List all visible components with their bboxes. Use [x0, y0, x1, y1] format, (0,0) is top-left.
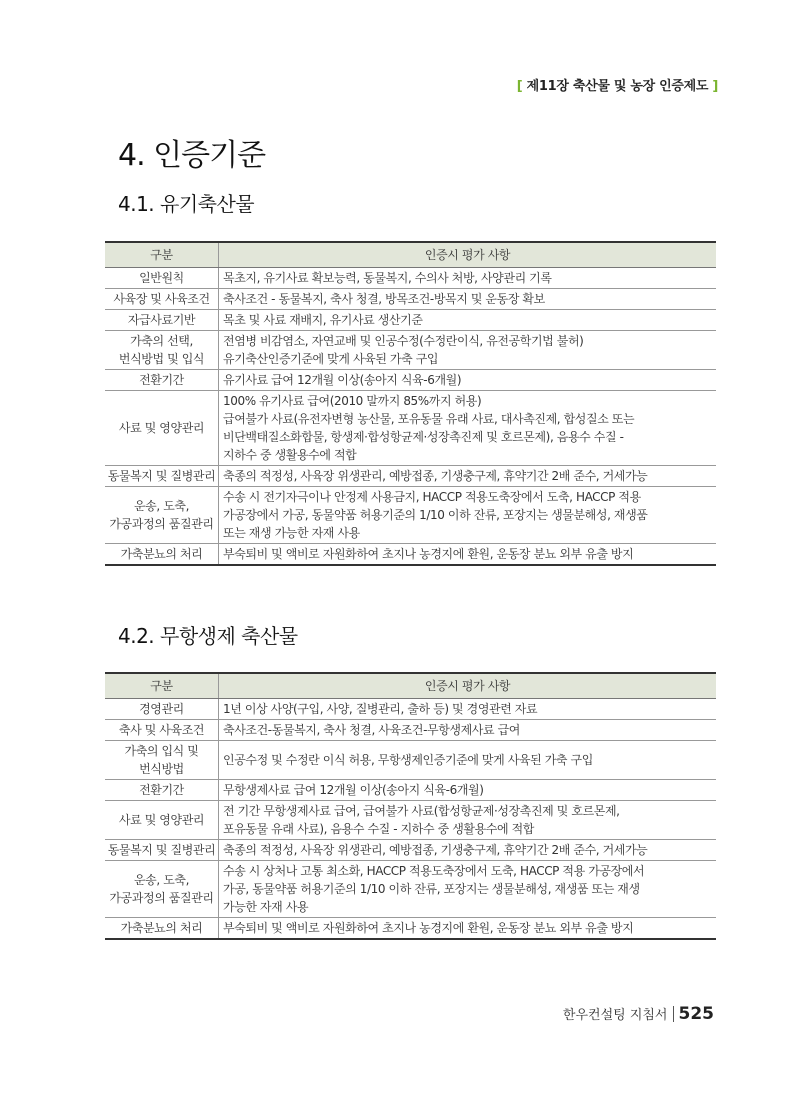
table-header-row [105, 242, 716, 268]
table-row [105, 391, 716, 466]
category-cell: 가축의 입식 및 번식방법 [105, 741, 219, 780]
criteria-cell: 전염병 비감염소, 자연교배 및 인공수정(수정란이식, 유전공학기법 불허) 유기축산인증기준에 맞게 사육된 가축 구입 [219, 331, 717, 370]
category-cell: 경영관리 [105, 699, 219, 720]
column-header-criteria: 인증시 평가 사항 [219, 673, 717, 699]
category-cell: 운송, 도축, 가공과정의 품질관리 [105, 861, 219, 918]
criteria-cell: 축종의 적정성, 사육장 위생관리, 예방접종, 기생충구제, 휴약기간 2배 준수, 거세가능 [219, 840, 717, 861]
category-cell: 가축분뇨의 처리 [105, 544, 219, 566]
category-cell: 동물복지 및 질병관리 [105, 840, 219, 861]
table-row [105, 268, 716, 289]
section-heading-organic: 4.1. 유기축산물 [118, 192, 255, 216]
table-row [105, 741, 716, 780]
table-row [105, 861, 716, 918]
criteria-cell: 100% 유기사료 급여(2010 말까지 85%까지 허용) 급여불가 사료(유전자변형 농산물, 포유동물 유래 사료, 대사촉진제, 합성질소 또는 비단백태질소화합물, 항생제·합성항균제·성장촉진제 및 호르몬제), 음용수 수질 - 지하수 중 생활용수에 적합 [219, 391, 717, 466]
criteria-cell: 축종의 적정성, 사육장 위생관리, 예방접종, 기생충구제, 휴약기간 2배 준수, 거세가능 [219, 466, 717, 487]
category-cell: 일반원칙 [105, 268, 219, 289]
table-row [105, 466, 716, 487]
chapter-title: 제11장 축산물 및 농장 인증제도 [526, 79, 709, 94]
bracket-right-icon: ] [712, 79, 718, 94]
chapter-header [517, 75, 718, 94]
page-footer [563, 1004, 714, 1024]
book-title: 한우컨설팅 지침서 [562, 1008, 668, 1023]
table-row [105, 310, 716, 331]
criteria-cell: 수송 시 전기자극이나 안정제 사용금지, HACCP 적용도축장에서 도축, HACCP 적용 가공장에서 가공, 동물약품 허용기준의 1/10 이하 잔류, 포장지는 생물분해성, 재생품 또는 재생 가능한 자재 사용 [219, 487, 717, 544]
criteria-cell: 인공수정 및 수정란 이식 허용, 무항생제인증기준에 맞게 사육된 가축 구입 [219, 741, 717, 780]
column-header-criteria: 인증시 평가 사항 [219, 242, 717, 268]
criteria-cell: 수송 시 상처나 고통 최소화, HACCP 적용도축장에서 도축, HACCP 적용 가공장에서 가공, 동물약품 허용기준의 1/10 이하 잔류, 포장지는 생물분해성, 재생품 또는 재생 가능한 자재 사용 [219, 861, 717, 918]
table-row [105, 780, 716, 801]
category-cell: 자급사료기반 [105, 310, 219, 331]
table-row [105, 331, 716, 370]
table-row [105, 699, 716, 720]
table-row [105, 370, 716, 391]
category-cell: 전환기간 [105, 780, 219, 801]
criteria-cell: 유기사료 급여 12개월 이상(송아지 식육-6개월) [219, 370, 717, 391]
criteria-cell: 축사조건-동물복지, 축사 청결, 사육조건-무항생제사료 급여 [219, 720, 717, 741]
criteria-cell: 전 기간 무항생제사료 급여, 급여불가 사료(합성항균제·성장촉진제 및 호르몬제, 포유동물 유래 사료), 음용수 수질 - 지하수 중 생활용수에 적합 [219, 801, 717, 840]
table-antibiotic-free [105, 672, 716, 940]
criteria-cell: 목초 및 사료 재배지, 유기사료 생산기준 [219, 310, 717, 331]
page-number: 525 [678, 1004, 714, 1024]
criteria-cell: 부숙퇴비 및 액비로 자원화하여 초지나 농경지에 환원, 운동장 분뇨 외부 유출 방지 [219, 544, 717, 566]
table-row [105, 801, 716, 840]
section-heading-antibiotic-free: 4.2. 무항생제 축산물 [118, 624, 298, 648]
column-header-category: 구분 [105, 242, 219, 268]
category-cell: 가축분뇨의 처리 [105, 918, 219, 940]
criteria-cell: 축사조건 - 동물복지, 축사 청결, 방목조건-방목지 및 운동장 확보 [219, 289, 717, 310]
table-header-row [105, 673, 716, 699]
table-row [105, 840, 716, 861]
table-row [105, 918, 716, 940]
bracket-left-icon: [ [516, 79, 523, 94]
category-cell: 가축의 선택, 번식방법 및 입식 [105, 331, 219, 370]
category-cell: 사료 및 영양관리 [105, 801, 219, 840]
table-organic [105, 241, 716, 566]
category-cell: 운송, 도축, 가공과정의 품질관리 [105, 487, 219, 544]
table-row [105, 544, 716, 566]
category-cell: 전환기간 [105, 370, 219, 391]
table-row [105, 289, 716, 310]
table-row [105, 720, 716, 741]
criteria-cell: 부숙퇴비 및 액비로 자원화하여 초지나 농경지에 환원, 운동장 분뇨 외부 유출 방지 [219, 918, 717, 940]
page-title: 4. 인증기준 [118, 138, 266, 173]
footer-divider [673, 1006, 674, 1022]
table-row [105, 487, 716, 544]
category-cell: 사육장 및 사육조건 [105, 289, 219, 310]
category-cell: 사료 및 영양관리 [105, 391, 219, 466]
column-header-category: 구분 [105, 673, 219, 699]
criteria-cell: 무항생제사료 급여 12개월 이상(송아지 식육-6개월) [219, 780, 717, 801]
category-cell: 동물복지 및 질병관리 [105, 466, 219, 487]
category-cell: 축사 및 사육조건 [105, 720, 219, 741]
criteria-cell: 목초지, 유기사료 확보능력, 동물복지, 수의사 처방, 사양관리 기록 [219, 268, 717, 289]
criteria-cell: 1년 이상 사양(구입, 사양, 질병관리, 출하 등) 및 경영관련 자료 [219, 699, 717, 720]
